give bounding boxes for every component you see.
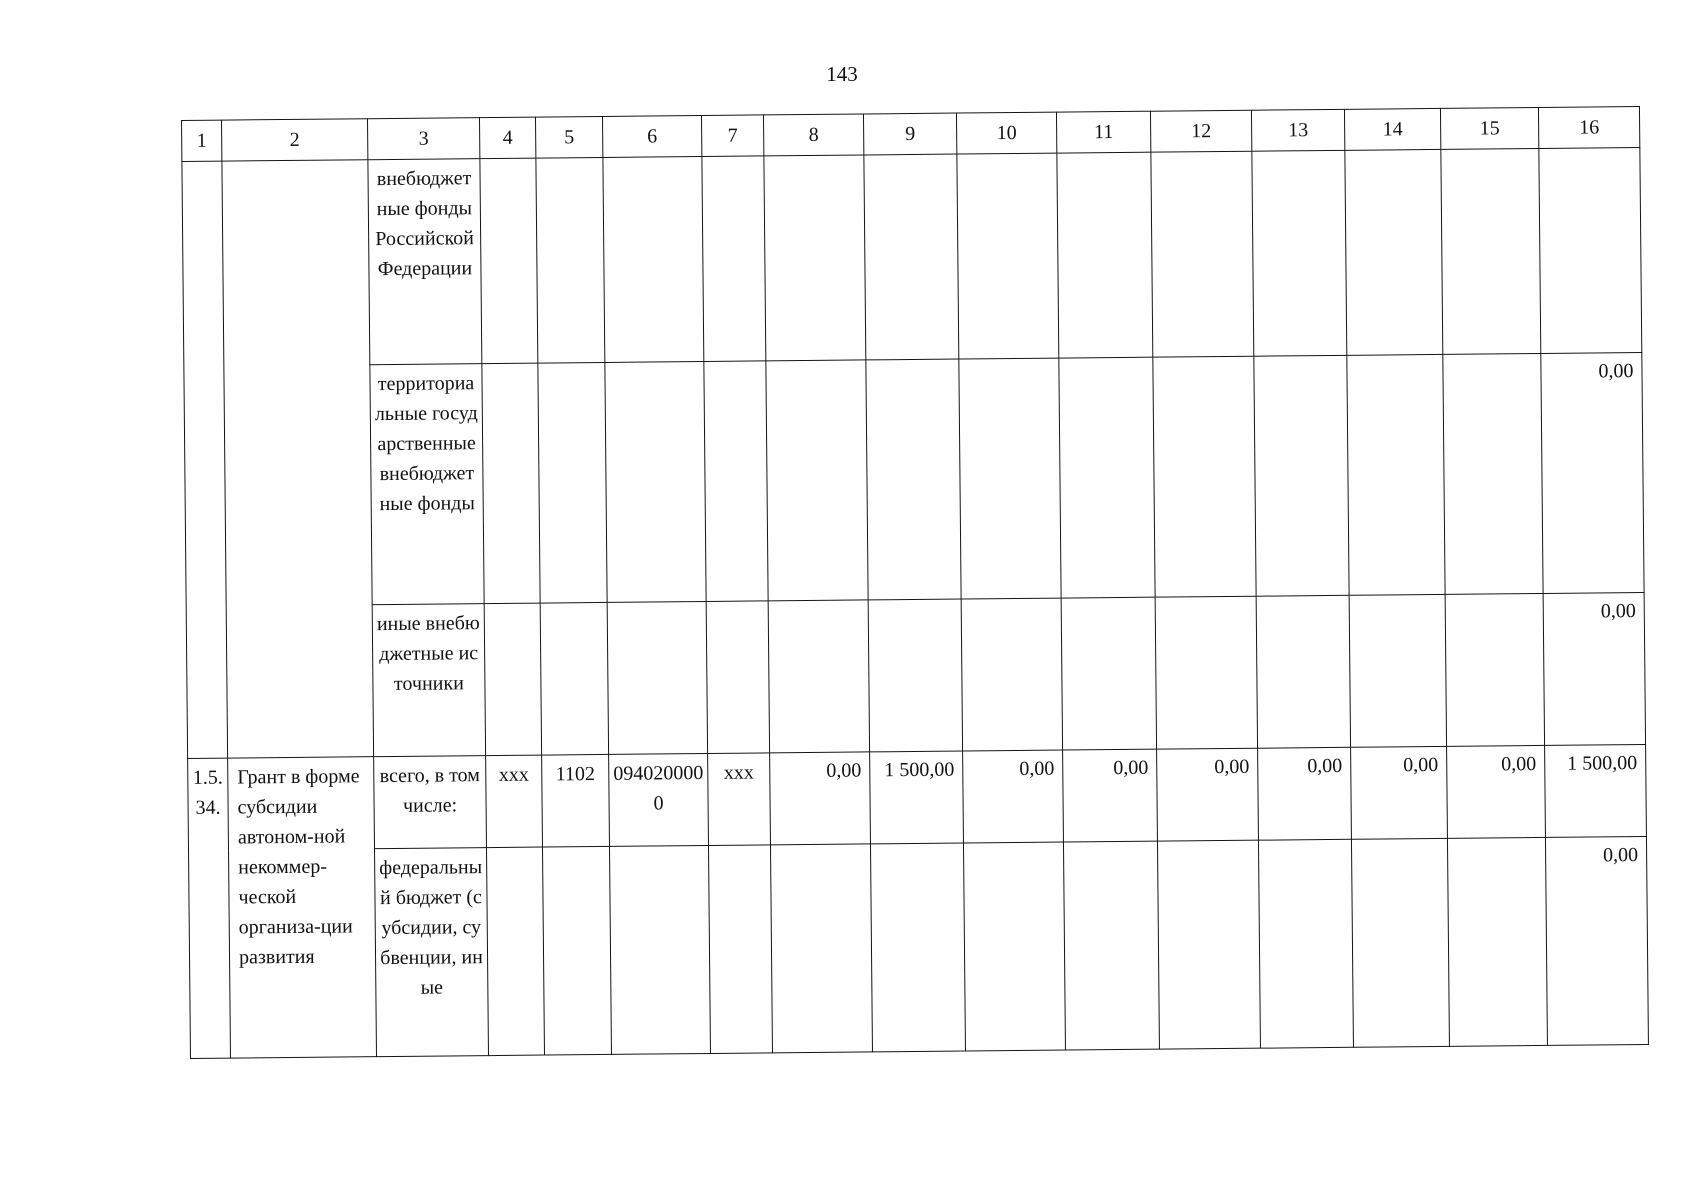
value-cell: 0,00: [1351, 746, 1448, 839]
header-cell: 16: [1538, 106, 1639, 148]
value-cell: 0,00: [770, 752, 871, 845]
source-label: территориальные государственные внебюджетные фонды: [370, 364, 484, 605]
header-cell: 2: [222, 119, 368, 161]
value-cell: 0,00: [1063, 749, 1158, 842]
page-number: 143: [826, 62, 858, 86]
table-row: [188, 744, 1647, 850]
cell-empty: [222, 160, 374, 758]
header-cell: 12: [1150, 110, 1251, 152]
table-row: [186, 592, 1645, 758]
value-cell: 0,00: [1543, 592, 1645, 745]
value-cell: 1 500,00: [1545, 744, 1647, 837]
source-label: внебюджетные фонды Российской Федерации: [368, 159, 482, 365]
header-cell: 9: [863, 113, 956, 155]
source-label: иные внебюджетные источники: [372, 604, 485, 757]
code-cell: 1102: [542, 754, 610, 847]
table-row: [182, 147, 1642, 366]
value-cell: 0,00: [1545, 836, 1648, 1045]
header-cell: 13: [1251, 109, 1344, 151]
value-cell: 0,00: [1157, 748, 1259, 841]
header-cell: 7: [701, 115, 763, 157]
header-cell: 1: [182, 120, 222, 161]
header-cell: 11: [1056, 111, 1150, 153]
header-cell: 4: [479, 117, 535, 159]
header-cell: 8: [763, 114, 863, 156]
source-label: всего, в том числе:: [374, 756, 487, 849]
value-cell: 0,00: [1447, 745, 1546, 838]
value-cell: 0,00: [1258, 747, 1352, 840]
table-row: [184, 352, 1644, 606]
code-cell: 0940200000: [609, 753, 709, 846]
value-cell: 0,00: [963, 750, 1064, 843]
code-cell: xxx: [486, 755, 543, 848]
source-label: федеральный бюджет (субсидии, субвенции, иные: [375, 848, 489, 1057]
header-cell: 10: [956, 112, 1056, 154]
cell-empty: [182, 161, 228, 758]
budget-table: [181, 106, 1649, 1059]
item-title: Грант в форме субсидии автоном-ной некоммер-ческой организа-ции развития: [228, 757, 377, 1058]
header-cell: 14: [1344, 108, 1440, 150]
header-cell: 3: [367, 118, 479, 160]
table-row: [189, 836, 1649, 1058]
value-cell: 0,00: [1541, 352, 1644, 593]
header-cell: 6: [602, 116, 701, 158]
value-cell: 1 500,00: [870, 751, 964, 844]
header-cell: 15: [1440, 107, 1538, 149]
value-cell: [1539, 147, 1642, 353]
header-cell: 5: [535, 116, 602, 158]
item-number: 1.5.34.: [188, 758, 231, 1058]
code-cell: xxx: [708, 753, 771, 846]
